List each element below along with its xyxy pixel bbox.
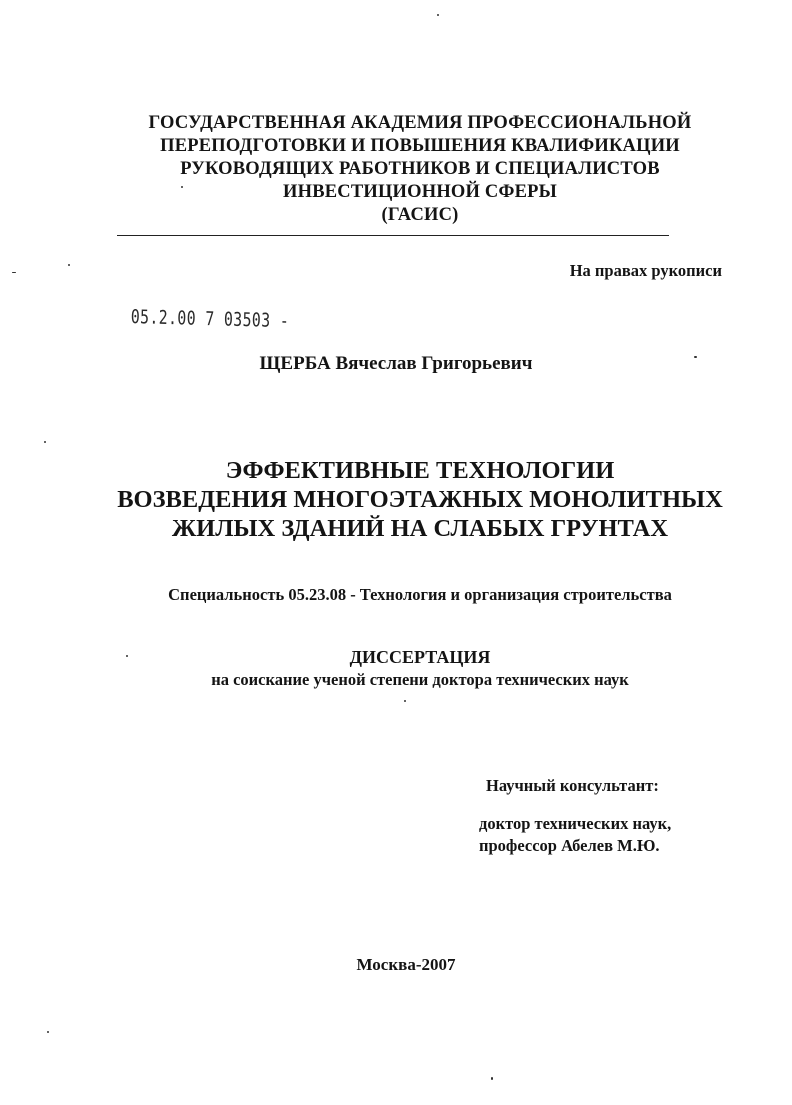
registration-stamp: 05.2.00 7 03503 - xyxy=(130,306,290,333)
institution-abbreviation: (ГАСИС) xyxy=(381,205,459,225)
scan-speck xyxy=(68,264,70,266)
scan-speck xyxy=(47,1031,49,1033)
scan-speck xyxy=(44,441,46,443)
scan-speck xyxy=(126,655,128,657)
scan-speck xyxy=(181,186,183,188)
degree-line: на соискание ученой степени доктора технических наук xyxy=(211,670,629,689)
scan-speck xyxy=(694,356,697,358)
consultant-degree: доктор технических наук, xyxy=(479,814,672,833)
dissertation-title xyxy=(60,456,780,543)
header-divider xyxy=(117,235,669,236)
institution-line: ИНВЕСТИЦИОННОЙ СФЕРЫ xyxy=(283,182,557,202)
scan-speck xyxy=(404,700,406,702)
institution-line: ГОСУДАРСТВЕННАЯ АКАДЕМИЯ ПРОФЕССИОНАЛЬНОЙ xyxy=(148,113,692,133)
scan-speck xyxy=(437,14,439,16)
consultant-label: Научный консультант: xyxy=(486,776,659,795)
title-line: ЖИЛЫХ ЗДАНИЙ НА СЛАБЫХ ГРУНТАХ xyxy=(171,515,669,542)
title-line: ВОЗВЕДЕНИЯ МНОГОЭТАЖНЫХ МОНОЛИТНЫХ xyxy=(117,486,723,513)
title-line: ЭФФЕКТИВНЫЕ ТЕХНОЛОГИИ xyxy=(225,457,615,484)
institution-line: ПЕРЕПОДГОТОВКИ И ПОВЫШЕНИЯ КВАЛИФИКАЦИИ xyxy=(160,136,680,156)
author-name: ЩЕРБА Вячеслав Григорьевич xyxy=(259,353,533,374)
consultant-name: профессор Абелев М.Ю. xyxy=(479,836,660,855)
manuscript-note: На правах рукописи xyxy=(569,261,722,280)
document-type: ДИССЕРТАЦИЯ xyxy=(349,647,491,667)
specialty-line: Специальность 05.23.08 - Технология и организация строительства xyxy=(168,585,672,604)
institution-name xyxy=(90,112,750,227)
city-year: Москва-2007 xyxy=(356,955,456,974)
institution-line: РУКОВОДЯЩИХ РАБОТНИКОВ И СПЕЦИАЛИСТОВ xyxy=(180,159,660,179)
scan-speck xyxy=(12,272,16,273)
scan-speck xyxy=(491,1077,493,1080)
